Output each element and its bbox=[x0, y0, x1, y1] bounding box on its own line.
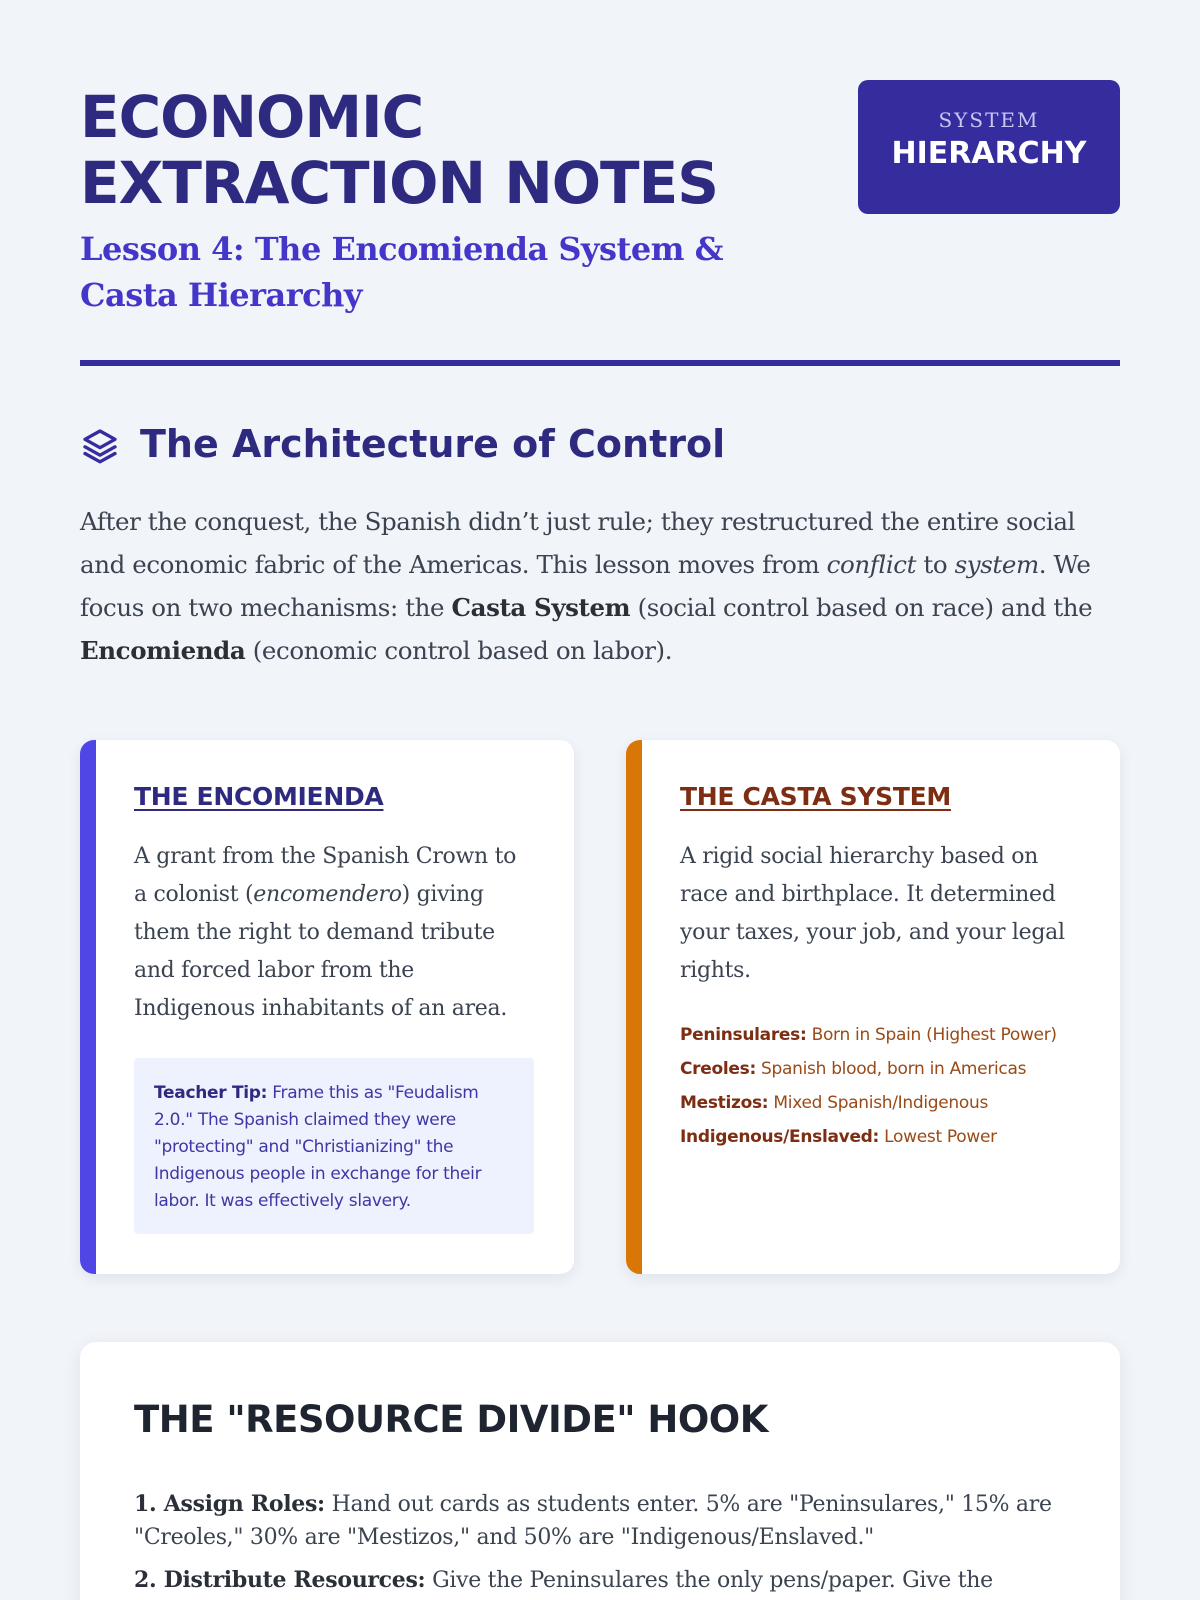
hook-step-distribute-resources bbox=[134, 1564, 1074, 1597]
header bbox=[80, 80, 1120, 370]
encomienda-description bbox=[134, 838, 534, 1028]
section-header bbox=[80, 420, 1120, 470]
casta-level-desc: Mixed Spanish/Indigenous bbox=[768, 1093, 989, 1113]
layers-icon bbox=[80, 426, 120, 466]
hook-title: THE "RESOURCE DIVIDE" HOOK bbox=[134, 1398, 768, 1441]
list-item bbox=[680, 1120, 1100, 1154]
intro-text: . We focus on two mechanisms: the bbox=[80, 550, 1091, 622]
header-divider bbox=[80, 360, 1120, 366]
hook-step-text: Hand out cards as students enter. 5% are "Peninsulares," 15% are "Creoles," 30% are "Mestizos," and 50% are "Indigenous/Enslaved." bbox=[134, 1492, 1052, 1550]
encomienda-text: ) giving them the right to demand tribute and forced labor from the Indigenous inhabitants of an area. bbox=[134, 882, 508, 1021]
list-item bbox=[680, 1018, 1100, 1052]
lesson-subtitle: Lesson 4: The Encomienda System & Casta Hierarchy bbox=[80, 230, 724, 314]
teacher-tip-label: Teacher Tip: bbox=[154, 1083, 268, 1103]
casta-level-label: Creoles: bbox=[680, 1059, 756, 1079]
casta-level-desc: Lowest Power bbox=[879, 1127, 997, 1147]
system-badge bbox=[858, 80, 1120, 214]
hook-step-label: 1. Assign Roles: bbox=[134, 1491, 325, 1517]
encomienda-card bbox=[80, 740, 574, 1274]
casta-description: A rigid social hierarchy based on race and birthplace. It determined your taxes, your job, and your legal rights. bbox=[680, 844, 1065, 983]
encomienda-text: A grant from the Spanish Crown to a colonist ( bbox=[134, 844, 517, 907]
intro-text: After the conquest, the Spanish didn’t just rule; they restructured the entire social and economic fabric of the Americas. This lesson moves from bbox=[80, 507, 1075, 579]
intro-text: to bbox=[916, 550, 955, 579]
hook-section bbox=[80, 1342, 1120, 1600]
hook-step-label: 2. Distribute Resources: bbox=[134, 1567, 426, 1593]
intro-emphasis-system: system bbox=[954, 550, 1039, 579]
teacher-tip-text: Frame this as "Feudalism 2.0." The Spanish claimed they were "protecting" and "Christianizing" the Indigenous people in exchange for their labor. It was effectively slavery. bbox=[154, 1083, 482, 1211]
casta-level-desc: Born in Spain (Highest Power) bbox=[806, 1025, 1057, 1045]
list-item bbox=[680, 1052, 1100, 1086]
encomienda-title: THE ENCOMIENDA bbox=[134, 782, 384, 811]
intro-bold-casta: Casta System bbox=[451, 593, 631, 622]
badge-top-label: SYSTEM bbox=[938, 108, 1040, 132]
intro-text: (social control based on race) and the bbox=[630, 593, 1093, 622]
list-item bbox=[680, 1086, 1100, 1120]
page-title: ECONOMIC EXTRACTION NOTES bbox=[80, 83, 719, 217]
section-title: The Architecture of Control bbox=[140, 422, 726, 466]
casta-levels-list bbox=[680, 1018, 1100, 1154]
intro-bold-encomienda: Encomienda bbox=[80, 636, 246, 665]
casta-level-label: Indigenous/Enslaved: bbox=[680, 1127, 880, 1147]
intro-emphasis-conflict: conflict bbox=[826, 550, 917, 579]
intro-text: (economic control based on labor). bbox=[245, 636, 673, 665]
casta-level-label: Mestizos: bbox=[680, 1093, 769, 1113]
casta-level-desc: Spanish blood, born in Americas bbox=[755, 1059, 1027, 1079]
hook-step-text: Give the Peninsulares the only pens/paper. Give the bbox=[425, 1568, 993, 1593]
casta-level-label: Peninsulares: bbox=[680, 1025, 807, 1045]
intro-paragraph bbox=[80, 500, 1120, 672]
hook-step-assign-roles bbox=[134, 1488, 1074, 1554]
casta-title: THE CASTA SYSTEM bbox=[680, 782, 951, 811]
teacher-tip bbox=[134, 1058, 534, 1234]
casta-card bbox=[626, 740, 1120, 1274]
badge-main-label: HIERARCHY bbox=[891, 136, 1087, 171]
encomendero-term: encomendero bbox=[253, 882, 402, 907]
